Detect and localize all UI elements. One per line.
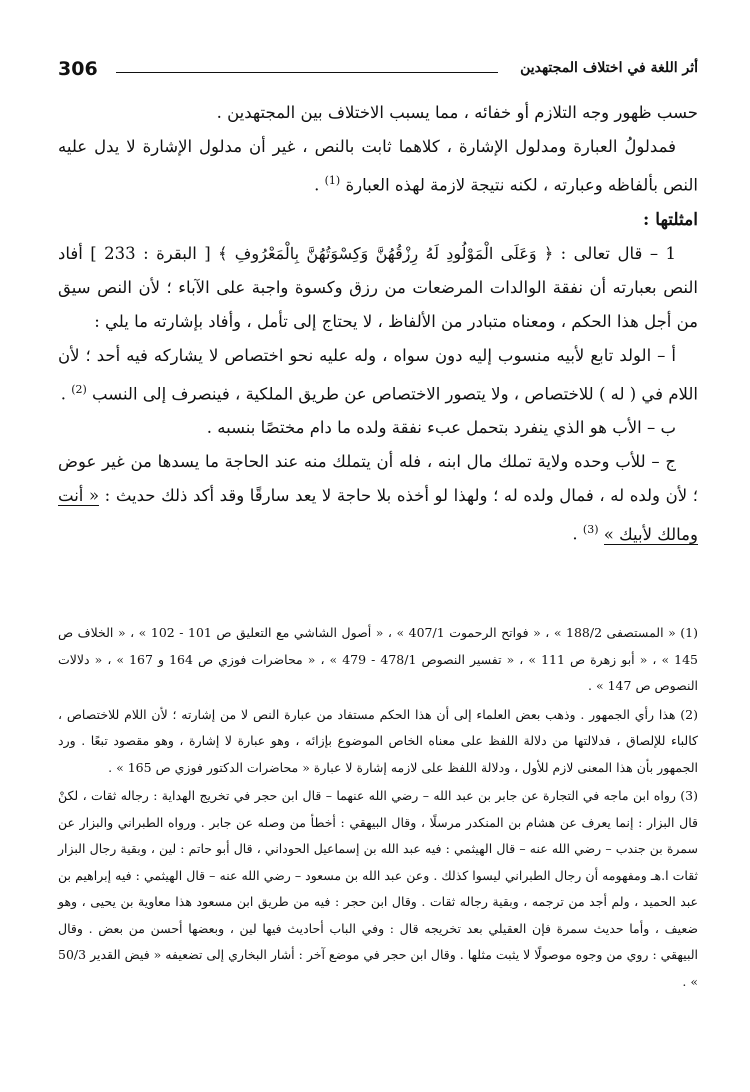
definition-paragraph	[58, 130, 698, 203]
footnote-3: (3) رواه ابن ماجه في التجارة عن جابر بن عبد الله – رضي الله عنهما – قال ابن حجر في تخريج الهداية : رجاله ثقات ، لكنْ قال البزار : إنما يعرف عن هشام بن المنكدر مرسلًا ، وقال البيهقي : أخطأ من وصله عن جابر . ورواه الطبراني والبزار عن سمرة بن جندب – رضي الله عنه – قال الهيثمي : فيه عبد الله بن إسماعيل الحوداني ، قال أبو حاتم : لين ، وبقية رجال البزار ثقات ا.هـ ومفهومه أن رجال الطبراني ليسوا كذلك . وعن عبد الله بن مسعود – رضي الله عنه – قال الهيثمي : فيه إبراهيم بن عبد الحميد ، ولم أجد من ترجمه ، وبقية رجاله ثقات . وقال ابن حجر : فيه من طريق ابن مسعود هذا معاوية بن يحيى ، وهو ضعيف ، وأما حديث سمرة فإن العقيلي بعد تخريجه قال : وفي الباب أحاديث فيها لين ، وبعضها أحسن من بعض . وقال البيهقي : روي من وجوه موصولًا لا يثبت مثلها . وقال ابن حجر في موضع آخر : أشار البخاري إلى تضعيفه « فيض القدير 50/3 » .	[58, 788, 698, 989]
example-1-rest: [ البقرة : 233 ] أفاد النص بعبارته أن نفقة الوالدات المرضعات من رزق وكسوة واجبة على الآباء ؛ لأن النص سيق من أجل هذا الحكم ، ومعناه متبادر من الألفاظ ، لا يحتاج إلى تأمل ، وأفاد بإشارته ما يلي :	[58, 243, 698, 331]
intro-paragraph: حسب ظهور وجه التلازم أو خفائه ، مما يسبب الاختلاف بين المجتهدين .	[216, 103, 698, 122]
example-1	[58, 237, 698, 339]
point-a	[58, 339, 698, 412]
quran-verse: ﴿ وَعَلَى الْمَوْلُودِ لَهُ رِزْقُهُنَّ وَكِسْوَتُهُنَّ بِالْمَعْرُوفِ ﴾	[218, 243, 554, 263]
footnote-ref-3: (3)	[582, 523, 599, 536]
definition-text: فمدلولُ العبارة ومدلول الإشارة ، كلاهما ثابت بالنص ، غير أن مدلول الإشارة لا يدل عليه النص بألفاظه وعبارته ، لكنه نتيجة لازمة لهذه العبارة	[58, 137, 698, 195]
point-c-text: ج – للأب وحده ولاية تملك مال ابنه ، فله أن يتملك منه عند الحاجة ما يسدها من غير عوض ؛ لأن ولده له ، فمال ولده له ؛ ولهذا لو أخذه بلا حاجة لا يعد سارقًا وقد أكد ذلك حديث :	[58, 452, 698, 505]
definition-end: .	[314, 175, 325, 195]
examples-heading: امثلتها	[655, 209, 698, 230]
point-a-end: .	[60, 384, 72, 403]
point-b: ب – الأب هو الذي ينفرد بتحمل عبء نفقة ولده ما دام مختصًا بنسبه .	[206, 418, 676, 437]
page-header	[58, 58, 698, 86]
example-1-lead: 1 – قال تعالى :	[553, 243, 677, 263]
footnote-2: (2) هذا رأي الجمهور . وذهب بعض العلماء إلى أن هذا الحكم مستفاد من عبارة النص لا من إشارته ؛ لأن اللام للاختصاص ، كالباء للإلصاق ، فدلالتها من دلالة اللفظ على معناه الخاص الموضوع بإزائه ، وهو عبارة لا إشارة ، وهو مقصود تبعًا . ورد الجمهور بأن هذا المعنى لازم للأول ، ودلالة اللفظ على لازمه إشارة لا عبارة « محاضرات الدكتور فوزي ص 165 » .	[58, 706, 698, 775]
book-page	[58, 0, 698, 1092]
footnote-ref-1: (1)	[324, 174, 341, 187]
footnote-1: (1) « المستصفى 188/2 » ، « فواتح الرحموت 407/1 » ، « أصول الشاشي مع التعليق ص 101 - 102 » ، « الخلاف ص 145 » ، « أبو زهرة ص 111 » ، « تفسير النصوص 478/1 - 479 » ، « محاضرات فوزي ص 164 و 167 » ، « دلالات النصوص ص 147 » .	[58, 625, 699, 693]
running-title: أثر اللغة في اختلاف المجتهدين	[520, 60, 698, 76]
hadith-quote: « أنت ومالك لأبيك »	[58, 486, 698, 544]
point-c-end: .	[572, 524, 583, 544]
footnote-ref-2: (2)	[71, 382, 87, 396]
examples-heading-colon: :	[642, 209, 650, 230]
header-rule	[116, 72, 498, 73]
page-number: 306	[58, 58, 98, 80]
section-heading	[58, 203, 698, 237]
point-c	[58, 445, 698, 552]
point-a-text: أ – الولد تابع لأبيه منسوب إليه دون سواه ، وله عليه نحو اختصاص لا يشاركه فيه أحد ؛ لأن اللام في ( له ) للاختصاص ، ولا يتصور الاختصاص عن طريق الملكية ، فينصرف إلى النسب	[58, 345, 698, 403]
main-text	[58, 96, 698, 552]
footnotes	[58, 620, 698, 997]
